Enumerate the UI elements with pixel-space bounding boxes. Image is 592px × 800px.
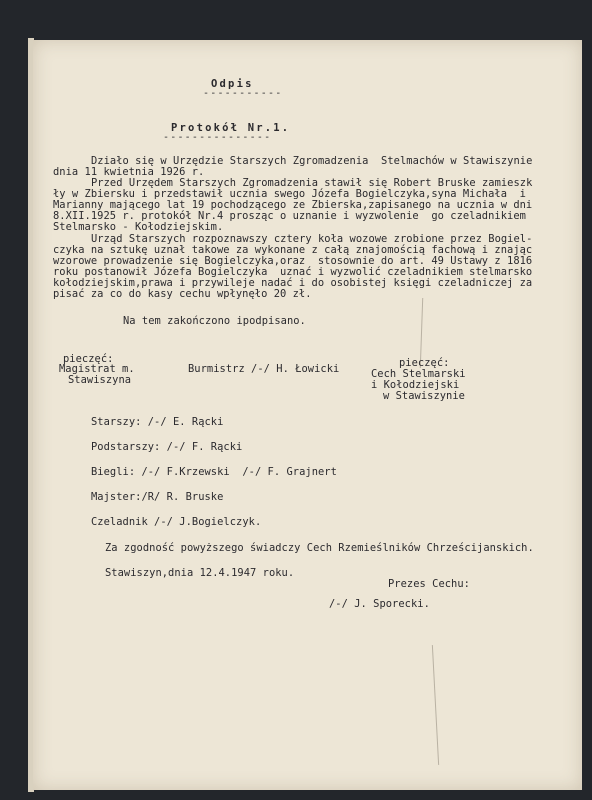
body-line-11: roku postanowił Józefa Bogielczyka uznać i wyzwolić czeladnikiem stelmarsko (53, 266, 533, 278)
body-line-4: ły w Zbiersku i przedstawił ucznia swego Józefa Bogielczyka,syna Michała i (53, 188, 526, 200)
seal-left-line-2: Stawiszyna (68, 374, 132, 386)
body-line-1: Działo się w Urzędzie Starszych Zgromadzenia Stelmachów w Stawiszynie (91, 155, 533, 167)
closing-line: Na tem zakończono ipodpisano. (123, 315, 306, 327)
paper-crease-lower (432, 645, 439, 765)
body-line-5: Marianny mającego lat 19 pochodzącego ze Zbierska,zapisanego na ucznia w dni (53, 199, 533, 211)
body-line-10: wzorowe prowadzenie się Bogielczyka,oraz stosownie do art. 49 Ustawy z 1816 (53, 255, 533, 267)
signature-deputy: Podstarszy: /-/ F. Rącki (91, 441, 243, 453)
seal-right-line-2: i Kołodziejski (371, 379, 460, 391)
heading-underline: ----------- (203, 88, 283, 99)
body-line-6: 8.XII.1925 r. protokół Nr.4 prosząc o uznanie i wyzwolenie go czeladnikiem (53, 210, 526, 222)
seal-left-line-1: Magistrat m. (59, 363, 135, 375)
signature-elder: Starszy: /-/ E. Rącki (91, 416, 224, 428)
protocol-underline: --------------- (163, 132, 272, 143)
guild-head-signature: /-/ J. Sporecki. (329, 598, 430, 610)
signature-experts: Biegli: /-/ F.Krzewski /-/ F. Grajnert (91, 466, 337, 478)
seal-right-line-1: Cech Stelmarski (371, 368, 466, 380)
body-line-9: czyka na sztukę uznał takowe za wykonane z całą znajomością fachową i znając (53, 244, 533, 256)
protocol-title: Protokół Nr.1. (171, 122, 291, 134)
document-heading: Odpis (211, 78, 254, 90)
document-page (33, 40, 582, 790)
signature-master: Majster:/R/ R. Bruske (91, 491, 224, 503)
signature-journeyman: Czeladnik /-/ J.Bogielczyk. (91, 516, 262, 528)
place-date-line: Stawiszyn,dnia 12.4.1947 roku. (105, 567, 295, 579)
seal-right-label: pieczęć: (399, 357, 450, 369)
body-line-12: kołodziejskim,prawa i przywileje nadać i do osobistej księgi czeladniczej za (53, 277, 533, 289)
body-line-7: Stelmarsko - Kołodziejskim. (53, 221, 224, 233)
body-line-13: pisać za co do kasy cechu wpłynęło 20 zł. (53, 288, 312, 300)
seal-left-label: pieczęć: (63, 353, 114, 365)
body-line-3: Przed Urzędem Starszych Zgromadzenia stawił się Robert Bruske zamieszk (91, 177, 533, 189)
mayor-signature: Burmistrz /-/ H. Łowicki (188, 363, 340, 375)
guild-head-title: Prezes Cechu: (388, 578, 470, 590)
body-line-8: Urząd Starszych rozpoznawszy cztery koła wozowe zrobione przez Bogiel- (91, 233, 533, 245)
body-line-2: dnia 11 kwietnia 1926 r. (53, 166, 205, 178)
seal-right-line-3: w Stawiszynie (383, 390, 465, 402)
certification-line: Za zgodność powyższego świadczy Cech Rzemieślników Chrześcijanskich. (105, 542, 534, 554)
